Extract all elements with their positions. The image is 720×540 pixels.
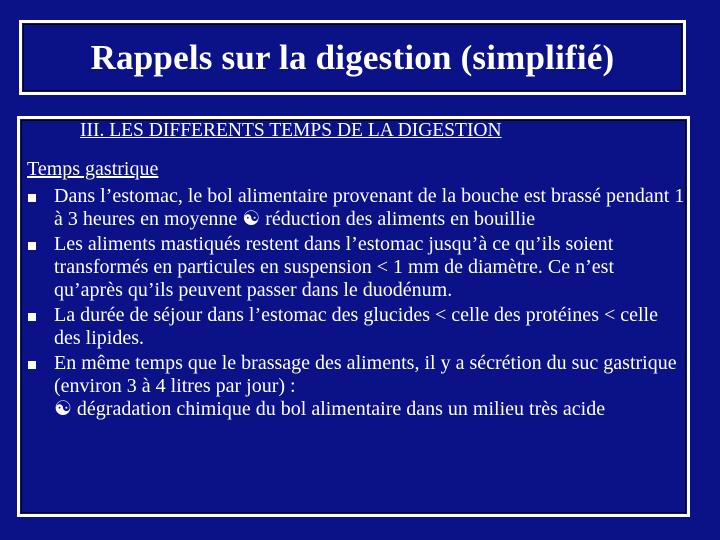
title-box xyxy=(19,20,686,95)
square-bullet-icon xyxy=(28,313,36,321)
bullet-item xyxy=(27,185,687,231)
bullet-list xyxy=(27,185,687,423)
square-bullet-icon xyxy=(28,361,36,369)
bullet-item xyxy=(27,233,687,303)
slide-title: Rappels sur la digestion (simplifié) xyxy=(90,37,615,77)
bullet-item xyxy=(27,352,687,422)
square-bullet-icon xyxy=(28,194,36,202)
bullet-text: La durée de séjour dans l’estomac des glucides < celle des protéines < celle des lipides. xyxy=(54,304,658,350)
bullet-text: Dans l’estomac, le bol alimentaire provenant de la bouche est brassé pendant 1 à 3 heures en moyenne ☯ réduction des aliments en bouillie xyxy=(54,185,685,231)
bullet-continuation: ☯ dégradation chimique du bol alimentaire dans un milieu très acide xyxy=(54,398,606,421)
bullet-text: En même temps que le brassage des aliments, il y a sécrétion du suc gastrique (environ 3 à 4 litres par jour) : xyxy=(54,351,677,398)
sub-heading: Temps gastrique xyxy=(27,158,159,180)
section-heading: III. LES DIFFERENTS TEMPS DE LA DIGESTION xyxy=(80,120,502,141)
bullet-item xyxy=(27,304,687,350)
bullet-text: Les aliments mastiqués restent dans l’estomac jusqu’à ce qu’ils soient transformés en particules en suspension < 1 mm de diamètre. Ce n’est qu’après qu’ils peuvent passer dans le duodénum. xyxy=(54,232,615,302)
square-bullet-icon xyxy=(28,242,36,250)
